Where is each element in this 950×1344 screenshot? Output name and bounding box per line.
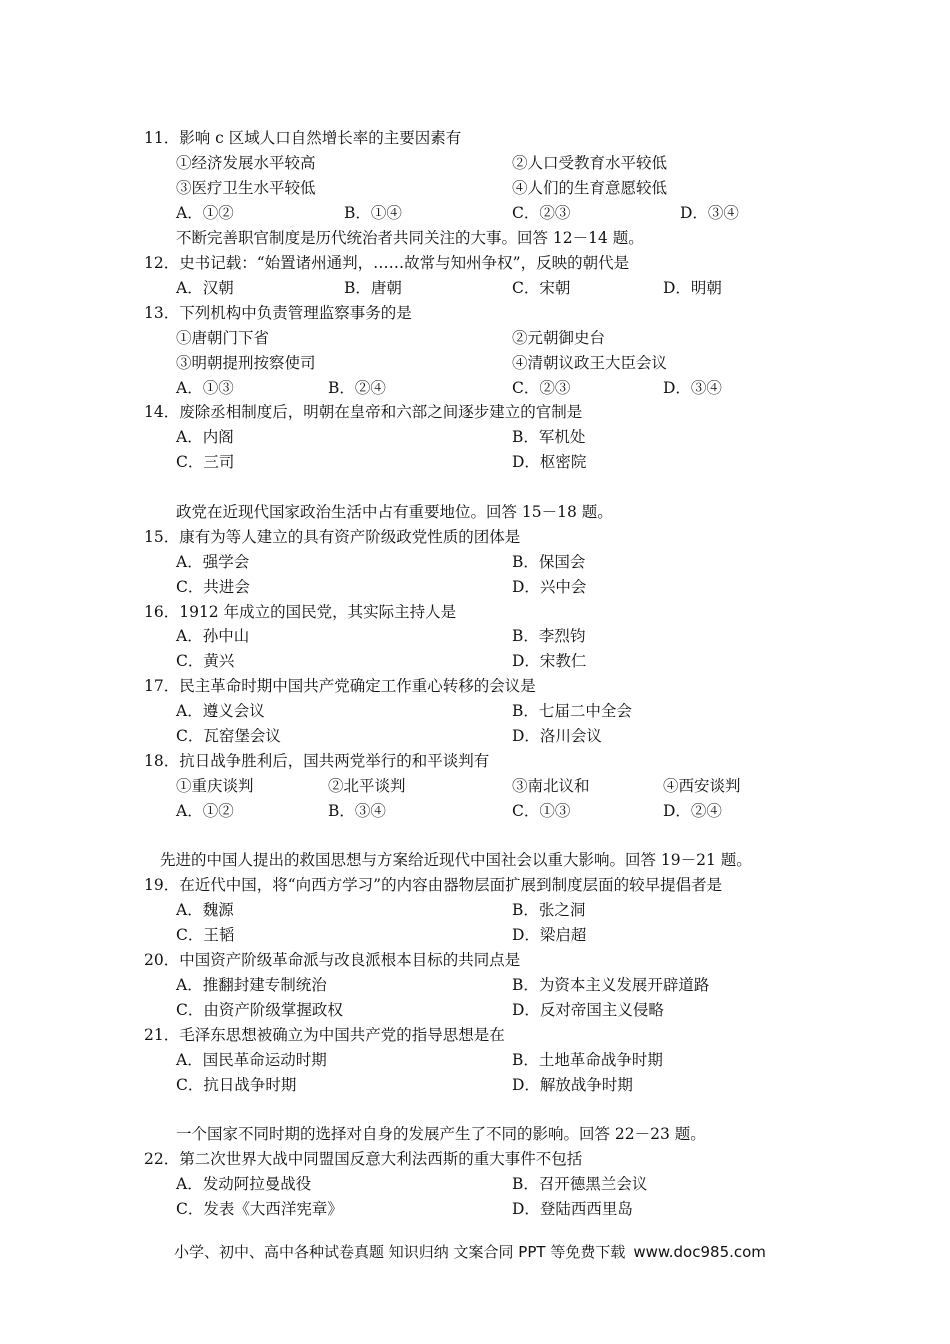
q12-option-a: A．汉朝 bbox=[176, 279, 234, 297]
q18-option-a: A．①② bbox=[176, 802, 234, 820]
q14-option-c: C．三司 bbox=[176, 453, 235, 471]
q21-option-c: C．抗日战争时期 bbox=[176, 1076, 297, 1094]
question-20-stem: 20．中国资产阶级革命派与改良派根本目标的共同点是 bbox=[144, 951, 521, 969]
q22-option-d: D．登陆西西里岛 bbox=[512, 1200, 633, 1218]
footer-text: 小学、初中、高中各种试卷真题 知识归纳 文案合同 PPT 等免费下载 bbox=[174, 1243, 626, 1261]
question-13-stem: 13．下列机构中负责管理监察事务的是 bbox=[144, 304, 412, 322]
q13-statement-2: ②元朝御史台 bbox=[512, 329, 606, 347]
q18-statement-2: ②北平谈判 bbox=[328, 777, 406, 795]
q13-statement-4: ④清朝议政王大臣会议 bbox=[512, 354, 668, 372]
q18-option-c: C．①③ bbox=[512, 802, 571, 820]
q13-statement-3: ③明朝提刑按察使司 bbox=[176, 354, 316, 372]
q14-option-b: B．军机处 bbox=[512, 428, 586, 446]
q11-option-b: B．①④ bbox=[344, 204, 402, 222]
q18-option-d: D．②④ bbox=[663, 802, 722, 820]
q20-option-c: C．由资产阶级掌握政权 bbox=[176, 1001, 343, 1019]
q17-option-b: B．七届二中全会 bbox=[512, 702, 632, 720]
q11-statement-1: ①经济发展水平较高 bbox=[176, 154, 316, 172]
q22-option-a: A．发动阿拉曼战役 bbox=[176, 1175, 312, 1193]
q12-option-c: C．宋朝 bbox=[512, 279, 571, 297]
section-intro-15-18: 政党在近现代国家政治生活中占有重要地位。回答 15－18 题。 bbox=[176, 503, 613, 521]
q14-option-a: A．内阁 bbox=[176, 428, 234, 446]
q13-option-c: C．②③ bbox=[512, 379, 571, 397]
question-16-stem: 16．1912 年成立的国民党，其实际主持人是 bbox=[144, 603, 457, 621]
q17-option-d: D．洛川会议 bbox=[512, 727, 602, 745]
q22-option-c: C．发表《大西洋宪章》 bbox=[176, 1200, 343, 1218]
q12-option-d: D．明朝 bbox=[663, 279, 722, 297]
question-12-stem: 12．史书记载：“始置诸州通判，……故常与知州争权”，反映的朝代是 bbox=[144, 254, 630, 272]
q18-statement-1: ①重庆谈判 bbox=[176, 777, 254, 795]
section-intro-12-14: 不断完善职官制度是历代统治者共同关注的大事。回答 12－14 题。 bbox=[176, 229, 644, 247]
q13-option-d: D．③④ bbox=[663, 379, 722, 397]
q11-option-c: C．②③ bbox=[512, 204, 571, 222]
q20-option-a: A．推翻封建专制统治 bbox=[176, 976, 327, 994]
q13-option-b: B．②④ bbox=[328, 379, 386, 397]
q11-option-d: D．③④ bbox=[680, 204, 739, 222]
q21-option-b: B．土地革命战争时期 bbox=[512, 1051, 663, 1069]
q18-option-b: B．③④ bbox=[328, 802, 386, 820]
q20-option-b: B．为资本主义发展开辟道路 bbox=[512, 976, 710, 994]
q15-option-d: D．兴中会 bbox=[512, 578, 587, 596]
q12-option-b: B．唐朝 bbox=[344, 279, 402, 297]
question-22-stem: 22．第二次世界大战中同盟国反意大利法西斯的重大事件不包括 bbox=[144, 1150, 583, 1168]
question-18-stem: 18．抗日战争胜利后，国共两党举行的和平谈判有 bbox=[144, 752, 490, 770]
q16-option-c: C．黄兴 bbox=[176, 652, 235, 670]
q15-option-b: B．保国会 bbox=[512, 553, 586, 571]
q16-option-d: D．宋教仁 bbox=[512, 652, 587, 670]
q11-statement-2: ②人口受教育水平较低 bbox=[512, 154, 668, 172]
q17-option-a: A．遵义会议 bbox=[176, 702, 265, 720]
q22-option-b: B．召开德黑兰会议 bbox=[512, 1175, 648, 1193]
q18-statement-3: ③南北议和 bbox=[512, 777, 590, 795]
q16-option-b: B．李烈钧 bbox=[512, 627, 586, 645]
q11-statement-4: ④人们的生育意愿较低 bbox=[512, 179, 668, 197]
q19-option-c: C．王韬 bbox=[176, 926, 235, 944]
q19-option-a: A．魏源 bbox=[176, 901, 234, 919]
q13-statement-1: ①唐朝门下省 bbox=[176, 329, 270, 347]
q21-option-a: A．国民革命运动时期 bbox=[176, 1051, 327, 1069]
q19-option-b: B．张之洞 bbox=[512, 901, 586, 919]
q15-option-c: C．共进会 bbox=[176, 578, 250, 596]
q17-option-c: C．瓦窑堡会议 bbox=[176, 727, 281, 745]
q11-statement-3: ③医疗卫生水平较低 bbox=[176, 179, 316, 197]
q18-statement-4: ④西安谈判 bbox=[663, 777, 741, 795]
question-17-stem: 17．民主革命时期中国共产党确定工作重心转移的会议是 bbox=[144, 677, 536, 695]
q21-option-d: D．解放战争时期 bbox=[512, 1076, 633, 1094]
section-intro-22-23: 一个国家不同时期的选择对自身的发展产生了不同的影响。回答 22－23 题。 bbox=[176, 1125, 706, 1143]
q11-option-a: A．①② bbox=[176, 204, 234, 222]
section-intro-19-21: 先进的中国人提出的救国思想与方案给近现代中国社会以重大影响。回答 19－21 题。 bbox=[160, 851, 752, 869]
question-21-stem: 21．毛泽东思想被确立为中国共产党的指导思想是在 bbox=[144, 1026, 505, 1044]
question-11-stem: 11．影响 c 区域人口自然增长率的主要因素有 bbox=[144, 129, 462, 147]
q13-option-a: A．①③ bbox=[176, 379, 234, 397]
q15-option-a: A．强学会 bbox=[176, 553, 250, 571]
question-14-stem: 14．废除丞相制度后，明朝在皇帝和六部之间逐步建立的官制是 bbox=[144, 403, 583, 421]
question-15-stem: 15．康有为等人建立的具有资产阶级政党性质的团体是 bbox=[144, 528, 521, 546]
q16-option-a: A．孙中山 bbox=[176, 627, 250, 645]
page-footer bbox=[174, 1240, 766, 1264]
q20-option-d: D．反对帝国主义侵略 bbox=[512, 1001, 664, 1019]
question-19-stem: 19．在近代中国，将“向西方学习”的内容由器物层面扩展到制度层面的较早提倡者是 bbox=[144, 876, 723, 894]
q19-option-d: D．梁启超 bbox=[512, 926, 587, 944]
footer-url-link[interactable]: www.doc985.com bbox=[633, 1243, 766, 1261]
q14-option-d: D．枢密院 bbox=[512, 453, 587, 471]
